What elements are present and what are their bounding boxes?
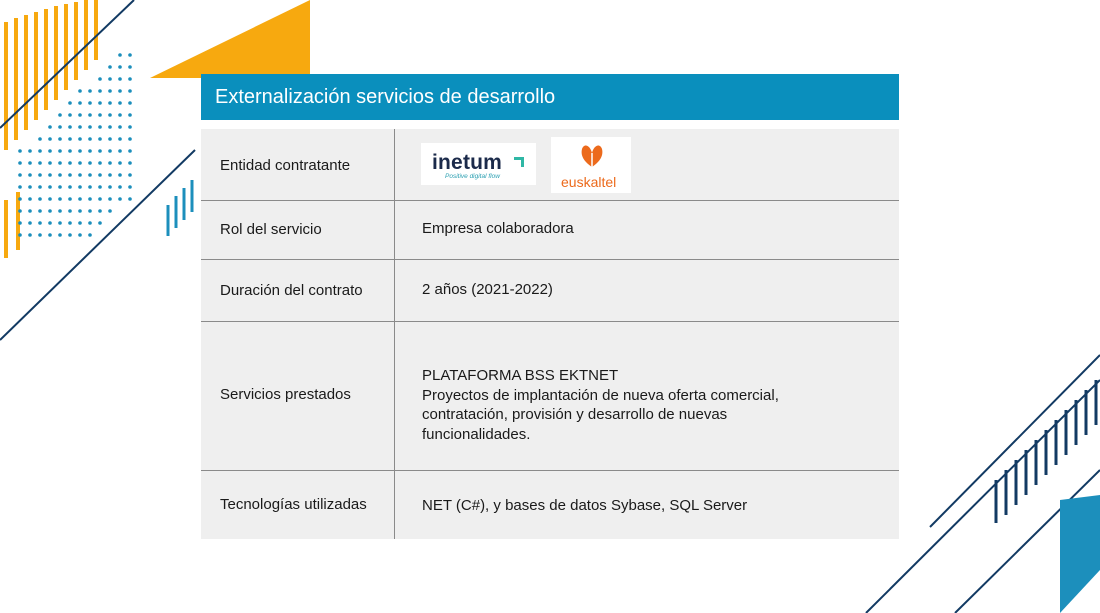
row-label: Tecnologías utilizadas	[220, 496, 367, 513]
decor-dot	[38, 209, 42, 213]
decor-dot	[38, 149, 42, 153]
decor-dot	[88, 101, 92, 105]
decor-dot	[18, 173, 22, 177]
teal-stripes-left	[168, 180, 192, 236]
decor-dot	[78, 149, 82, 153]
decor-dot	[108, 197, 112, 201]
decor-dot	[28, 149, 32, 153]
decor-dot	[68, 185, 72, 189]
service-line: funcionalidades.	[422, 425, 531, 443]
decor-dot	[98, 185, 102, 189]
decor-dot	[58, 185, 62, 189]
decor-dot	[68, 125, 72, 129]
row-label: Duración del contrato	[220, 282, 363, 299]
decor-dot	[48, 125, 52, 129]
row-value: Empresa colaboradora	[422, 220, 574, 237]
decor-dot	[98, 77, 102, 81]
decor-dot	[88, 149, 92, 153]
slide-title: Externalización servicios de desarrollo	[215, 85, 556, 108]
decor-dot	[128, 161, 132, 165]
decor-dot	[78, 173, 82, 177]
service-line: Proyectos de implantación de nueva oferta comercial,	[422, 386, 779, 404]
decor-dot	[108, 185, 112, 189]
decor-dot	[108, 149, 112, 153]
yellow-stripes-lower	[6, 192, 18, 258]
decor-dot	[118, 89, 122, 93]
decor-dot	[48, 137, 52, 141]
euskaltel-butterfly-icon	[578, 141, 606, 171]
table-row	[201, 200, 899, 259]
decor-dot	[128, 197, 132, 201]
inetum-logo-text: inetum	[432, 151, 503, 174]
decor-dot	[78, 209, 82, 213]
decor-dot	[108, 77, 112, 81]
decor-dot	[38, 137, 42, 141]
decor-dot	[48, 173, 52, 177]
decor-dot	[128, 65, 132, 69]
row-label: Rol del servicio	[220, 221, 322, 238]
row-value: 2 años (2021-2022)	[422, 281, 553, 298]
decor-dot	[18, 221, 22, 225]
decor-dot	[38, 197, 42, 201]
decor-dot	[78, 137, 82, 141]
decor-dot	[118, 197, 122, 201]
decor-dot	[88, 161, 92, 165]
decor-dot	[78, 89, 82, 93]
decor-dot	[68, 173, 72, 177]
decor-dot	[38, 185, 42, 189]
decor-dot	[58, 173, 62, 177]
decor-dot	[118, 113, 122, 117]
decor-dot	[88, 113, 92, 117]
decor-dot	[108, 113, 112, 117]
decor-dot	[128, 185, 132, 189]
decor-dot	[78, 233, 82, 237]
slide-title-bar	[201, 74, 899, 120]
decor-dot	[28, 173, 32, 177]
decor-dot	[128, 149, 132, 153]
decor-dot	[118, 101, 122, 105]
decor-dot	[38, 233, 42, 237]
decor-dot	[98, 89, 102, 93]
decor-dot	[98, 173, 102, 177]
decor-dot	[28, 197, 32, 201]
decor-dot	[38, 173, 42, 177]
decor-dot	[118, 185, 122, 189]
decor-dot	[118, 149, 122, 153]
decor-dot	[98, 197, 102, 201]
decor-dot	[108, 125, 112, 129]
decor-dot	[68, 233, 72, 237]
decor-dot	[88, 209, 92, 213]
decor-dot	[98, 101, 102, 105]
decor-dot	[88, 137, 92, 141]
decor-dot	[48, 149, 52, 153]
info-table	[201, 129, 899, 539]
decor-dot	[128, 137, 132, 141]
decor-dot	[78, 125, 82, 129]
table-row	[201, 321, 899, 470]
decor-dot	[58, 197, 62, 201]
decor-dot	[28, 233, 32, 237]
decor-dot	[68, 113, 72, 117]
euskaltel-logo-text: euskaltel	[561, 174, 617, 190]
decor-dot	[118, 65, 122, 69]
decor-dot	[98, 113, 102, 117]
decor-dot	[98, 149, 102, 153]
decor-dot	[58, 137, 62, 141]
decor-dot	[48, 185, 52, 189]
decor-dot	[58, 125, 62, 129]
decor-dot	[128, 101, 132, 105]
decor-dot	[128, 173, 132, 177]
decor-dot	[38, 221, 42, 225]
euskaltel-logo	[551, 137, 631, 193]
decor-dot	[118, 53, 122, 57]
decor-dot	[58, 209, 62, 213]
decor-dot	[28, 161, 32, 165]
decor-dot	[108, 173, 112, 177]
decor-dot	[88, 125, 92, 129]
decor-dot	[78, 185, 82, 189]
decor-dot	[68, 197, 72, 201]
decor-dot	[118, 125, 122, 129]
decor-dot	[18, 149, 22, 153]
decor-dot	[68, 149, 72, 153]
decor-dot	[128, 53, 132, 57]
decor-dot	[118, 161, 122, 165]
inetum-logo	[421, 143, 536, 185]
decor-dot	[68, 101, 72, 105]
decor-dot	[18, 185, 22, 189]
service-line: contratación, provisión y desarrollo de nuevas	[422, 406, 728, 423]
decor-dot	[48, 161, 52, 165]
decor-dot	[68, 137, 72, 141]
decor-dot	[108, 161, 112, 165]
decor-dot	[128, 77, 132, 81]
orange-triangle-top	[150, 0, 310, 78]
decor-dot	[68, 221, 72, 225]
decor-dot	[118, 173, 122, 177]
decor-dot	[48, 209, 52, 213]
row-value: NET (C#), y bases de datos Sybase, SQL Server	[422, 497, 748, 514]
decor-dot	[108, 101, 112, 105]
service-title: PLATAFORMA BSS EKTNET	[422, 367, 619, 384]
decor-dot	[28, 185, 32, 189]
decor-dot	[18, 209, 22, 213]
decor-dot	[98, 161, 102, 165]
decor-dot	[48, 197, 52, 201]
decor-dot	[18, 233, 22, 237]
decor-dot	[48, 221, 52, 225]
decor-dot	[68, 161, 72, 165]
decor-dot	[98, 221, 102, 225]
decor-dot	[48, 233, 52, 237]
table-row	[201, 129, 899, 200]
decor-dot	[58, 221, 62, 225]
decor-dot	[68, 209, 72, 213]
decor-dot	[98, 137, 102, 141]
decor-dot	[88, 233, 92, 237]
decor-dot	[88, 89, 92, 93]
row-label: Servicios prestados	[220, 386, 351, 403]
inetum-arrow-icon	[514, 157, 524, 167]
table-row	[201, 259, 899, 321]
decor-dot	[88, 197, 92, 201]
row-value-block	[422, 366, 779, 444]
decor-dot	[78, 161, 82, 165]
decor-dot	[98, 125, 102, 129]
decor-dot	[128, 125, 132, 129]
row-label: Entidad contratante	[220, 157, 351, 174]
decor-dot	[88, 221, 92, 225]
decor-dot	[88, 185, 92, 189]
decor-dot	[108, 89, 112, 93]
decor-dot	[38, 161, 42, 165]
decor-dot	[58, 113, 62, 117]
decor-dot	[18, 161, 22, 165]
decor-dot	[108, 137, 112, 141]
decor-dot	[28, 221, 32, 225]
decor-dot	[78, 197, 82, 201]
decor-dot	[108, 209, 112, 213]
decor-dot	[118, 137, 122, 141]
decor-dot	[18, 197, 22, 201]
decor-dot	[128, 89, 132, 93]
decor-dot	[128, 113, 132, 117]
decor-dot	[58, 149, 62, 153]
decor-dot	[78, 221, 82, 225]
decor-dot	[108, 65, 112, 69]
decor-dot	[58, 161, 62, 165]
decor-dot	[78, 101, 82, 105]
decor-dot	[58, 233, 62, 237]
decor-dot	[88, 173, 92, 177]
table-row	[201, 470, 899, 539]
decor-dot	[78, 113, 82, 117]
decor-dot	[118, 77, 122, 81]
inetum-tagline: Positive digital flow	[445, 173, 500, 180]
decor-dot	[28, 209, 32, 213]
decor-dot	[98, 209, 102, 213]
